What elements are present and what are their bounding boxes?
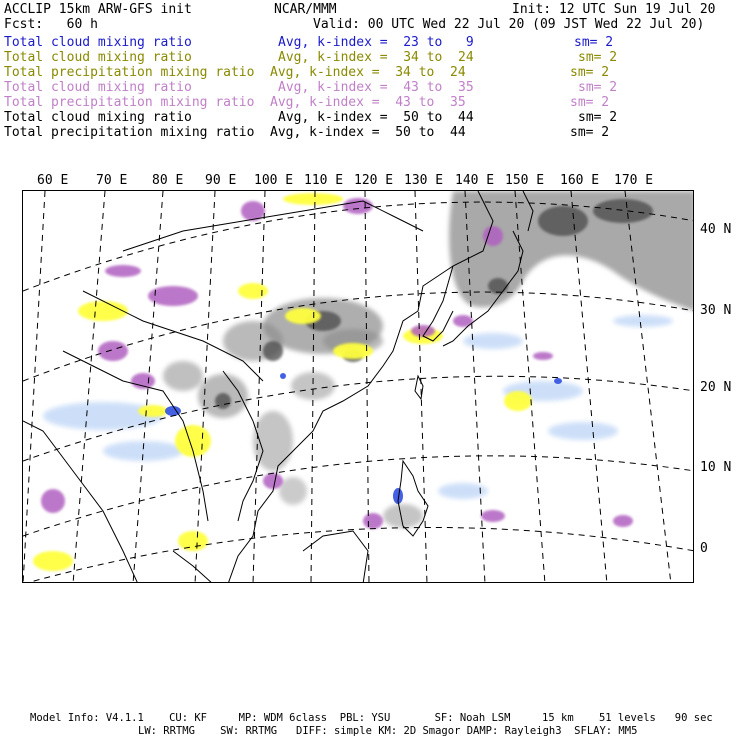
legend-avg: Avg, k-index = 34 to 24 [278,50,474,65]
longitude-label: 70 E [96,173,128,188]
legend-avg: Avg, k-index = 50 to 44 [278,110,474,125]
legend-avg: Avg, k-index = 23 to 9 [278,35,474,50]
legend-label: Total precipitation mixing ratio [4,125,255,140]
model-info-line2: LW: RRTMG SW: RRTMG DIFF: simple KM: 2D Smagor DAMP: Rayleigh3 SFLAY: MM5 [138,725,638,737]
latitude-label: 40 N [700,222,732,237]
legend-smoothing: sm= 2 [574,35,614,50]
legend-smoothing: sm= 2 [570,125,610,140]
legend-label: Total cloud mixing ratio [4,35,192,50]
legend-smoothing: sm= 2 [578,50,618,65]
legend-smoothing: sm= 2 [578,110,618,125]
legend-label: Total cloud mixing ratio [4,50,192,65]
legend-smoothing: sm= 2 [570,65,610,80]
legend-avg: Avg, k-index = 43 to 35 [270,95,466,110]
latitude-label: 10 N [700,460,732,475]
forecast-hour: Fcst: 60 h [4,17,98,32]
legend-avg: Avg, k-index = 43 to 35 [278,80,474,95]
legend-smoothing: sm= 2 [578,80,618,95]
legend-label: Total precipitation mixing ratio [4,95,255,110]
longitude-label: 160 E [560,173,600,188]
latitude-label: 20 N [700,380,732,395]
legend-avg: Avg, k-index = 34 to 24 [270,65,466,80]
longitude-label: 90 E [205,173,237,188]
model-info-line1: Model Info: V4.1.1 CU: KF MP: WDM 6class PBL: YSU SF: Noah LSM 15 km 51 levels 90 sec [30,712,713,724]
longitude-label: 80 E [152,173,184,188]
longitude-label: 150 E [505,173,545,188]
legend-label: Total precipitation mixing ratio [4,65,255,80]
valid-time: Valid: 00 UTC Wed 22 Jul 20 (09 JST Wed 22 Jul 20) [313,17,705,32]
legend-avg: Avg, k-index = 50 to 44 [270,125,466,140]
map-title: ACCLIP 15km ARW-GFS init [4,2,192,17]
legend-label: Total cloud mixing ratio [4,110,192,125]
longitude-label: 120 E [354,173,394,188]
legend-label: Total cloud mixing ratio [4,80,192,95]
longitude-label: 60 E [37,173,69,188]
init-time: Init: 12 UTC Sun 19 Jul 20 [512,2,716,17]
map-canvas [23,191,694,583]
longitude-label: 140 E [455,173,495,188]
map-panel [22,190,694,583]
gray-cloud-field [163,191,694,528]
longitude-label: 130 E [404,173,444,188]
longitude-label: 170 E [614,173,654,188]
legend-smoothing: sm= 2 [570,95,610,110]
longitude-label: 100 E [254,173,294,188]
latitude-label: 30 N [700,303,732,318]
organization-label: NCAR/MMM [274,2,337,17]
latitude-label: 0 [700,541,708,556]
longitude-label: 110 E [304,173,344,188]
